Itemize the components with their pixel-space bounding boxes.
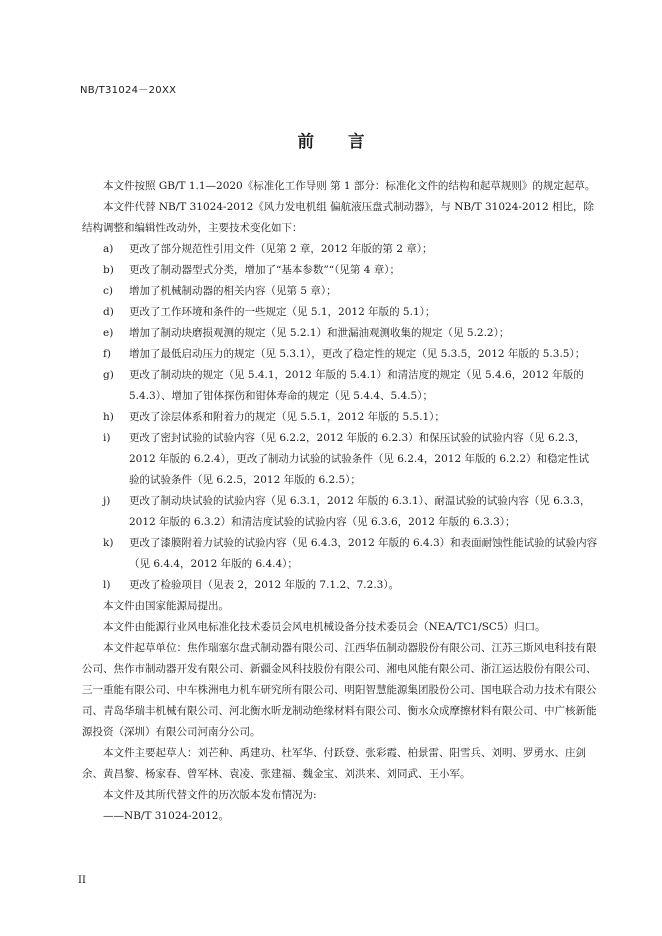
list-item [82, 533, 598, 575]
foreword-body [82, 176, 598, 827]
list-item-label: f) [103, 348, 111, 360]
paragraph: 本文件及其所代替文件的历次版本发布情况为: [103, 789, 317, 801]
list-item-label: i) [103, 432, 111, 444]
list-item [82, 302, 598, 323]
list-item [82, 407, 598, 428]
list-item-text: 更改了部分规范性引用文件（见第 2 章，2012 年版的第 2 章）； [129, 243, 433, 255]
page-number: II [78, 875, 86, 886]
paragraph: ——NB/T 31024-2012。 [103, 810, 229, 822]
paragraph: 本文件起草单位：焦作瑞塞尔盘式制动器有限公司、江西华伍制动器股份有限公司、江苏三斯风电科技有限公司、焦作市制动器开发有限公司、新疆金风科技股份有限公司、湘电风能有限公司、浙江运达股份有限公司、三一重能有限公司、中车株洲电力机车研究所有限公司、明阳智慧能源集团股份公司、国电联合动力技术有限公司、青岛华瑞丰机械有限公司、河北衡水昕龙制动绝缘材料有限公司、衡水众成摩擦材料有限公司、中广核新能源投资（深圳）有限公司河南分公司。 [82, 642, 597, 738]
list-item-text: 更改了制动块的规定（见 5.4.1，2012 年版的 5.4.1）和清洁度的规定（见 5.4.6，2012 年版的 5.4.3）、增加了钳体探伤和钳体寿命的规定（见 5.4.4、5.4.5）； [129, 369, 584, 402]
list-item-label: l) [103, 579, 111, 591]
list-item-label: g) [103, 369, 114, 381]
list-item-text: 更改了制动器型式分类，增加了“基本参数”“（见第 4 章）； [129, 264, 400, 276]
list-item [82, 428, 598, 491]
list-item-text: 更改了涂层体系和附着力的规定（见 5.5.1，2012 年版的 5.5.1）； [129, 411, 445, 423]
list-item-text: 更改了检验项目（见表 2，2012 年版的 7.1.2、7.2.3）。 [129, 579, 400, 591]
list-item-text: 更改了工作环境和条件的一些规定（见 5.1，2012 年版的 5.1）； [129, 306, 436, 318]
list-item [82, 281, 598, 302]
list-item-text: 更改了制动块试验的试验内容（见 6.3.1，2012 年版的 6.3.1）、耐温试验的试验内容（见 6.3.3，2012 年版的 6.3.2）和清洁度试验的试验内容（见 6.3.6，2012 年版的 6.3.3）； [129, 495, 591, 528]
list-item-text: 更改了漆膜附着力试验的试验内容（见 6.4.3，2012 年版的 6.4.3）和表面耐蚀性能试验的试验内容（见 6.4.4，2012 年版的 6.4.4）； [129, 537, 598, 570]
paragraph: 本文件主要起草人：刘芒种、禹建功、杜军华、付跃登、张彩霞、柏景雷、阳雪兵、刘明、罗勇水、庄剑余、黄昌黎、杨家春、曾军林、袁凌、张建福、魏金宝、刘洪来、刘同武、王小军。 [82, 747, 586, 780]
page-title: 前言 [297, 132, 399, 151]
list-item [82, 323, 598, 344]
change-list [82, 239, 598, 596]
list-item [82, 491, 598, 533]
list-item [82, 260, 598, 281]
document-id: NB/T31024－20XX [80, 85, 177, 96]
list-item-label: c) [103, 285, 113, 297]
list-item [82, 365, 598, 407]
list-item-text: 增加了最低启动压力的规定（见 5.3.1），更改了稳定性的规定（见 5.3.5，2012 年版的 5.3.5）； [129, 348, 586, 360]
list-item-text: 增加了制动块磨损观测的规定（见 5.2.1）和泄漏油观测收集的规定（见 5.2.2）； [129, 327, 510, 339]
paragraph: 本文件按照 GB/T 1.1—2020《标准化工作导则 第 1 部分：标准化文件的结构和起草规则》的规定起草。 [103, 180, 596, 192]
list-item-label: e) [103, 327, 114, 339]
list-item [82, 575, 598, 596]
list-item-text: 增加了机械制动器的相关内容（见第 5 章）； [129, 285, 337, 297]
list-item-label: d) [103, 306, 114, 318]
paragraph: 本文件由能源行业风电标准化技术委员会风电机械设备分技术委员会（NEA/TC1/SC5）归口。 [103, 621, 546, 633]
list-item-label: b) [103, 264, 114, 276]
list-item [82, 344, 598, 365]
list-item-label: k) [103, 537, 114, 549]
list-item-label: j) [103, 495, 111, 507]
list-item [82, 239, 598, 260]
list-item-label: a) [103, 243, 114, 255]
list-item-text: 更改了密封试验的试验内容（见 6.2.2，2012 年版的 6.2.3）和保压试验的试验内容（见 6.2.3，2012 年版的 6.2.4），更改了制动力试验的试验条件（见 6.2.4，2012 年版的 6.2.2）和稳定性试验的试验条件（见 6.2.5，2012 年版的 6.2.5）； [129, 432, 590, 486]
paragraph: 本文件由国家能源局提出。 [103, 600, 229, 612]
list-item-label: h) [103, 411, 114, 423]
paragraph: 本文件代替 NB/T 31024-2012《风力发电机组 偏航液压盘式制动器》，与 NB/T 31024-2012 相比，除结构调整和编辑性改动外，主要技术变化如下： [82, 201, 595, 234]
